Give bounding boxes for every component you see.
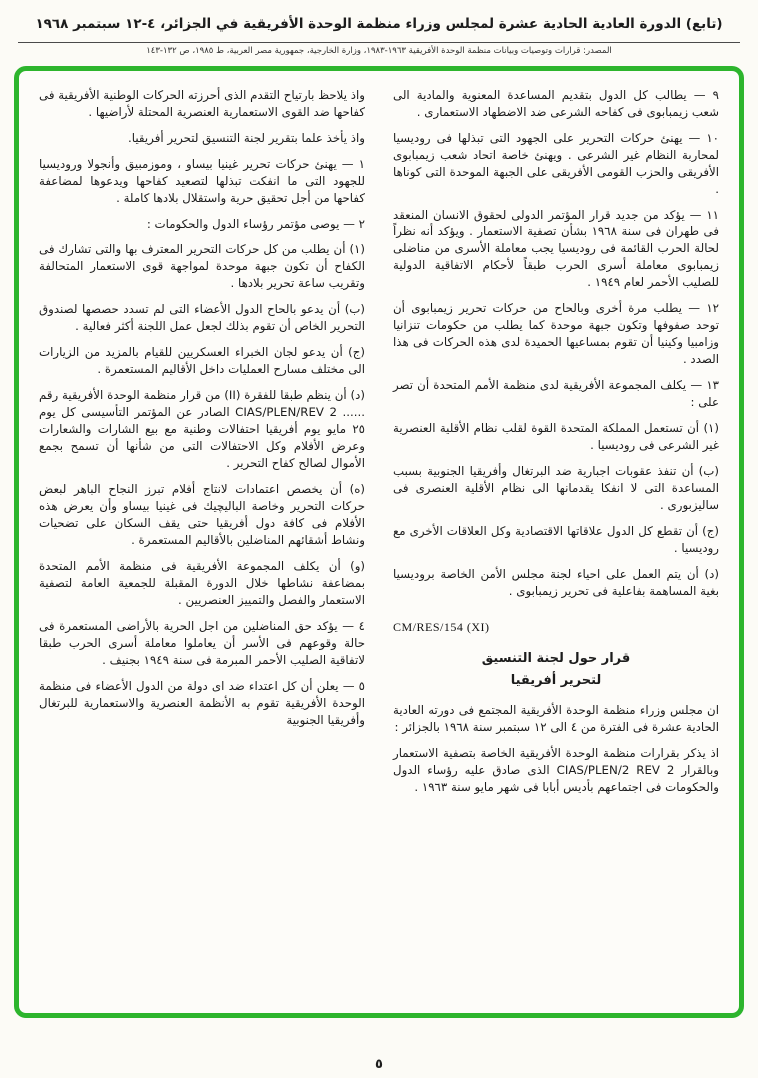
paragraph-group-continuation xyxy=(39,87,365,730)
paragraph: ٤ — يؤكد حق المناضلين من اجل الحرية بالأراضى المستعمرة فى حالة وقوعهم فى الأسر أن يعاملوا معاملة أسرى الحرب طبقا لاتفاقية الصليب الأحمر المبرمة فى سنة ١٩٤٩ بجنيف . xyxy=(39,619,365,668)
resolution-heading-line1: قرار حول لجنة التنسيق xyxy=(481,651,631,667)
session-title: (تابع) الدورة العادية الحادية عشرة لمجلس وزراء منظمة الوحدة الأفريقية في الجزائر، ٤-١٢ سبتمبر ١٩٦٨ xyxy=(35,16,723,32)
paragraph: ١ — يهنئ حركات تحرير غينيا بيساو ، وموزمبيق وأنجولا وروديسيا للجهود التى ما انفكت تبذلها لتصعيد كفاحها ويدعوها لمضاعفة كفاحها من أجل تحقيق حرية واستقلال بلادها كاملة . xyxy=(39,156,365,205)
resolution-heading-line2: لتحرير أفريقيا xyxy=(510,673,602,689)
paragraph: (ه) أن يخصص اعتمادات لانتاج أفلام تبرز النجاح الباهر لبعض حركات التحرير وخاصة الباليچيك فى غينيا بيساو وأن يعرض هذه الأفلام فى كافة دول أفريقيا حتى يقف السكان على تضحيات ونشاط أشقائهم المناضلين بالأقاليم المستعمرة . xyxy=(39,482,365,548)
paragraph: اذ يذكر بقرارات منظمة الوحدة الأفريقية الخاصة بتصفية الاستعمار وبالقرار CIAS/PLEN/2 REV 2 الذى صادق عليه رؤساء الدول والحكومات فى اجتماعهم بأديس أبابا فى شهر مايو سنة ١٩٦٣ . xyxy=(393,746,720,795)
paragraph: ١٠ — يهنئ حركات التحرير على الجهود التى تبذلها فى روديسيا لمحاربة النظام غير الشرعى . ويهنئ خاصة اتحاد شعب زيمبابوى الأفريقى والحزب القومى الأفريقى على الجبهة الموحدة التى كوناها . xyxy=(393,130,719,196)
paragraph: (د) أن ينظم طبقا للفقرة (II) من قرار منظمة الوحدة الأفريقية رقم ...... CIAS/PLEN/REV 2 الصادر عن المؤتمر التأسيسى كل يوم ٢٥ مايو يوم أفريقيا احتفالات وطنية مع بيع الشارات والشعارات وعرض الأفلام وكل الاحتفالات التى من شأنها أن تسمح بجمع الأموال لصالح كفاح التحرير . xyxy=(39,388,366,471)
paragraph: ان مجلس وزراء منظمة الوحدة الأفريقية المجتمع فى دورته العادية الحادية عشرة فى الفترة من ٤ الى ١٢ سبتمبر سنة ١٩٦٨ بالجزائر : xyxy=(393,703,719,735)
paragraph: ٥ — يعلن أن كل اعتداء ضد اى دولة من الدول الأعضاء فى منظمة الوحدة الأفريقية تقوم به الأنظمة العنصرية والاستعمارية للبرتغال وأفريقيا الجنوبية xyxy=(39,679,365,728)
two-column-layout xyxy=(39,87,719,997)
paragraph: (١) أن تستعمل المملكة المتحدة القوة لقلب نظام الأقلية العنصرية غير الشرعى فى روديسيا . xyxy=(393,421,719,453)
page-header xyxy=(12,8,746,60)
paragraph: ١٢ — يطلب مرة أخرى وبالحاح من حركات تحرير زيمبابوى أن توحد صفوفها وتكون جبهة موحدة كما يطلب من حكومات تنزانيا وزامبيا وكينيا أن تقوم بمساعيها الحميدة لدى هذه الحركات فى هذا الصدد . xyxy=(393,301,719,367)
source-line: المصدر: قرارات وتوصيات وبيانات منظمة الوحدة الأفريقية ١٩٦٣-١٩٨٣، وزارة الخارجية، جمهورية مصر العربية، ط ١٩٨٥، ص ١٣٢-١٤٣ xyxy=(146,45,612,56)
paragraph: (و) أن يكلف المجموعة الأفريقية فى منظمة الأمم المتحدة بمضاعفة نشاطها خلال الدورة المقبلة للجمعية العامة لتصفية الاستعمار والفصل والتمييز العنصريين . xyxy=(39,559,365,608)
paragraph: ١١ — يؤكد من جديد قرار المؤتمر الدولى لحقوق الانسان المنعقد فى طهران فى سنة ١٩٦٨ بشأن تصفية الاستعمار . ويؤكد أنه نظراً لحالة الحرب القائمة فى روديسيا يجب معاملة الأسرى من مناضلى زيمبابوى معاملة أسرى الحرب طبقاً لأحكام الاتفاقية الدولية للصليب الأحمر لعام ١٩٤٩ . xyxy=(393,207,719,290)
resolution-code: CM/RES/154 (XI) xyxy=(393,620,490,635)
paragraph: (ب) أن تنفذ عقوبات اجبارية ضد البرتغال وأفريقيا الجنوبية بسبب المساعدة التى لا انفكا يقدمانها الى نظام الأقلية العنصرى فى ساليزبورى . xyxy=(393,464,719,513)
header-divider xyxy=(18,42,740,43)
paragraph: (ج) أن تقطع كل الدول علاقاتها الاقتصادية وكل العلاقات الأخرى مع روديسيا . xyxy=(393,524,719,556)
column-second xyxy=(39,87,365,997)
content-frame xyxy=(14,66,744,1018)
paragraph: (ب) أن يدعو بالحاح الدول الأعضاء التى لم تسدد حصصها لصندوق التحرير الخاص أن تقوم بذلك لجعل عمل اللجنة أكثر فعالية . xyxy=(39,302,365,334)
paragraph: (١) أن يطلب من كل حركات التحرير المعترف بها والتى تشارك فى الكفاح أن تكون جبهة موحدة لمواجهة قوى الاستعمار المتحالفة وتقريب ساعة تحرير بلادها . xyxy=(39,242,365,291)
paragraph: ٢ — يوصى مؤتمر رؤساء الدول والحكومات : xyxy=(146,216,365,231)
column-first xyxy=(393,87,719,997)
paragraph: واذ يأخذ علما بتقرير لجنة التنسيق لتحرير أفريقيا. xyxy=(128,130,365,145)
paragraph-group-preamble xyxy=(393,702,719,796)
paragraph: (ج) أن يدعو لجان الخبراء العسكريين للقيام بالمزيد من الزيارات الى مختلف مسارح العمليات داخل الأقاليم المستعمرة . xyxy=(39,345,365,377)
paragraph: ١٣ — يكلف المجموعة الأفريقية لدى منظمة الأمم المتحدة أن تصر على : xyxy=(393,378,719,410)
page-number: ٥ xyxy=(375,1057,383,1072)
paragraph-group-resolutions xyxy=(393,87,719,601)
paragraph: (د) أن يتم العمل على احياء لجنة مجلس الأمن الخاصة بروديسيا بغية المساهمة بفاعلية فى تحرير زيمبابوى . xyxy=(393,567,719,599)
paragraph: واذ يلاحظ بارتياح التقدم الذى أحرزته الحركات الوطنية الأفريقية فى كفاحها ضد القوى الاستعمارية العنصرية المحتلة لأراضيها . xyxy=(39,87,365,119)
paragraph: ٩ — يطالب كل الدول بتقديم المساعدة المعنوية والمادية الى شعب زيمبابوى فى كفاحه الشرعى ضد الاضطهاد الاستعمارى . xyxy=(393,87,719,119)
